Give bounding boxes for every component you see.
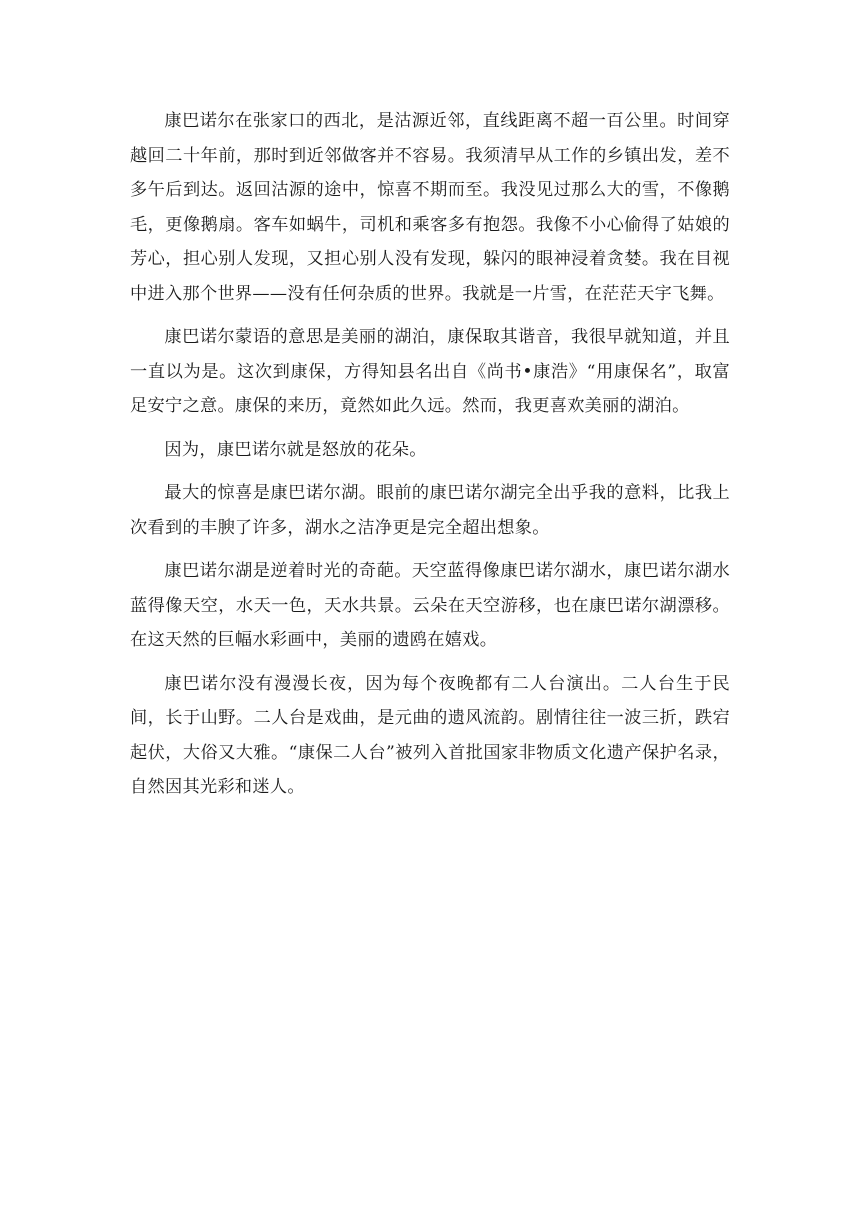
- paragraph-5: 康巴诺尔湖是逆着时光的奇葩。天空蓝得像康巴诺尔湖水，康巴诺尔湖水蓝得像天空，水天一色，天水共景。云朵在天空游移，也在康巴诺尔湖漂移。在这天然的巨幅水彩画中，美丽的遗鸥在嬉戏。: [130, 561, 730, 650]
- paragraph-6: 康巴诺尔没有漫漫长夜，因为每个夜晚都有二人台演出。二人台生于民间，长于山野。二人台是戏曲，是元曲的遗风流韵。剧情往往一波三折，跌宕起伏，大俗又大雅。“康保二人台”被列入首批国家非物质文化遗产保护名录，自然因其光彩和迷人。: [130, 673, 730, 797]
- paragraph-1: 康巴诺尔在张家口的西北，是沽源近邻，直线距离不超一百公里。时间穿越回二十年前，那时到近邻做客并不容易。我须清早从工作的乡镇出发，差不多午后到达。返回沽源的途中，惊喜不期而至。我没见过那么大的雪，不像鹅毛，更像鹅扇。客车如蜗牛，司机和乘客多有抱怨。我像不小心偷得了姑娘的芳心，担心别人发现，又担心别人没有发现，躲闪的眼神浸着贪婪。我在目视中进入那个世界——没有任何杂质的世界。我就是一片雪，在茫茫天宇飞舞。: [130, 111, 730, 304]
- paragraph-4: 最大的惊喜是康巴诺尔湖。眼前的康巴诺尔湖完全出乎我的意料，比我上次看到的丰腴了许多，湖水之洁净更是完全超出想象。: [130, 483, 730, 538]
- article-body: [130, 104, 730, 814]
- paragraph-3: 因为，康巴诺尔就是怒放的花朵。: [164, 439, 427, 460]
- paragraph-2: 康巴诺尔蒙语的意思是美丽的湖泊，康保取其谐音，我很早就知道，并且一直以为是。这次到康保，方得知县名出自《尚书•康浩》“用康保名”，取富足安宁之意。康保的来历，竟然如此久远。然而，我更喜欢美丽的湖泊。: [130, 327, 730, 416]
